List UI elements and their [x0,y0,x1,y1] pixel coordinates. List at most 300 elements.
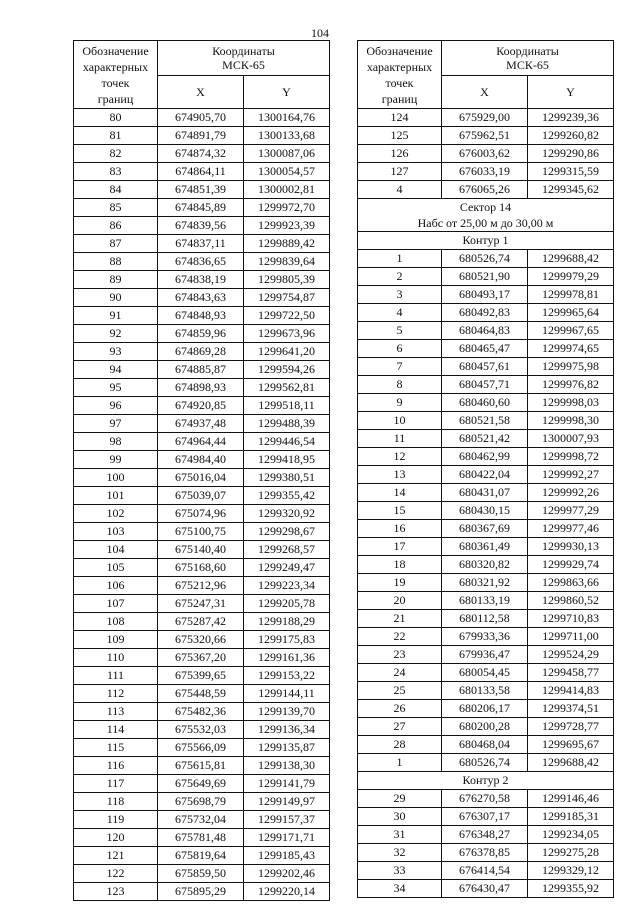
x-coordinate: 675615,81 [158,757,244,775]
x-coordinate: 674848,93 [158,307,244,325]
x-coordinate: 674920,85 [158,397,244,415]
y-coordinate: 1299974,65 [528,340,614,358]
point-number: 124 [358,109,442,127]
y-coordinate: 1299728,77 [528,718,614,736]
y-coordinate: 1299290,86 [528,145,614,163]
table-row [74,451,330,469]
x-coordinate: 674964,44 [158,433,244,451]
x-coordinate: 675482,36 [158,703,244,721]
y-coordinate: 1299249,47 [244,559,330,577]
y-coordinate: 1300087,06 [244,145,330,163]
x-coordinate: 675399,65 [158,667,244,685]
x-coordinate: 680321,92 [442,574,528,592]
header-coordinates-line: МСК-65 [506,58,549,72]
y-coordinate: 1299141,79 [244,775,330,793]
y-coordinate: 1299979,29 [528,268,614,286]
y-coordinate: 1299695,67 [528,736,614,754]
x-coordinate: 676307,17 [442,808,528,826]
y-coordinate: 1299345,62 [528,181,614,199]
x-coordinate: 674864,11 [158,163,244,181]
y-coordinate: 1299594,26 [244,361,330,379]
y-coordinate: 1299975,98 [528,358,614,376]
table-row [74,235,330,253]
y-coordinate: 1299992,26 [528,484,614,502]
point-number: 15 [358,502,442,520]
table-row [74,487,330,505]
x-coordinate: 676065,26 [442,181,528,199]
table-row [358,700,614,718]
y-coordinate: 1299998,03 [528,394,614,412]
coordinates-table-right [357,40,614,898]
y-coordinate: 1299458,77 [528,664,614,682]
y-coordinate: 1299998,30 [528,412,614,430]
table-row [74,109,330,127]
y-coordinate: 1299239,36 [528,109,614,127]
table-row [74,667,330,685]
x-coordinate: 680422,04 [442,466,528,484]
y-coordinate: 1299673,96 [244,325,330,343]
x-coordinate: 680464,83 [442,322,528,340]
y-coordinate: 1299188,29 [244,613,330,631]
table-row [358,268,614,286]
table-row [74,631,330,649]
header-coordinates-line: Координаты [496,44,559,58]
y-coordinate: 1299977,29 [528,502,614,520]
table-row [74,127,330,145]
x-coordinate: 680112,58 [442,610,528,628]
header-coordinates [158,41,330,76]
y-coordinate: 1299175,83 [244,631,330,649]
x-coordinate: 674905,70 [158,109,244,127]
point-number: 8 [358,376,442,394]
header-coordinates [442,41,614,76]
point-number: 97 [74,415,158,433]
y-coordinate: 1299355,92 [528,880,614,898]
x-coordinate: 676033,19 [442,163,528,181]
point-number: 116 [74,757,158,775]
point-number: 91 [74,307,158,325]
point-number: 21 [358,610,442,628]
point-number: 29 [358,790,442,808]
table-row [74,595,330,613]
x-coordinate: 676003,62 [442,145,528,163]
y-coordinate: 1299139,70 [244,703,330,721]
x-coordinate: 676348,27 [442,826,528,844]
table-row [74,793,330,811]
point-number: 33 [358,862,442,880]
point-number: 2 [358,268,442,286]
y-coordinate: 1299185,31 [528,808,614,826]
y-coordinate: 1299153,22 [244,667,330,685]
point-number: 98 [74,433,158,451]
point-number: 23 [358,646,442,664]
x-coordinate: 675698,79 [158,793,244,811]
point-number: 7 [358,358,442,376]
x-coordinate: 675287,42 [158,613,244,631]
x-coordinate: 675320,66 [158,631,244,649]
point-number: 22 [358,628,442,646]
x-coordinate: 674845,89 [158,199,244,217]
table-row [74,523,330,541]
y-coordinate: 1299860,52 [528,592,614,610]
table-row [74,307,330,325]
x-coordinate: 674984,40 [158,451,244,469]
header-designation-line: границ [381,91,418,106]
table-row [358,181,614,199]
header-coordinates-line: МСК-65 [222,58,265,72]
table-row [74,469,330,487]
y-coordinate: 1299710,83 [528,610,614,628]
y-coordinate: 1299930,13 [528,538,614,556]
y-coordinate: 1299157,37 [244,811,330,829]
x-coordinate: 680468,04 [442,736,528,754]
point-number: 114 [74,721,158,739]
y-coordinate: 1299972,70 [244,199,330,217]
table-row [358,718,614,736]
table-row [358,145,614,163]
table-row [74,415,330,433]
x-coordinate: 675039,07 [158,487,244,505]
x-coordinate: 675929,00 [442,109,528,127]
x-coordinate: 675140,40 [158,541,244,559]
sector-row [358,199,614,232]
x-coordinate: 680465,47 [442,340,528,358]
table-row [74,739,330,757]
point-number: 20 [358,592,442,610]
point-number: 115 [74,739,158,757]
point-number: 125 [358,127,442,145]
point-number: 92 [74,325,158,343]
x-coordinate: 674838,19 [158,271,244,289]
y-coordinate: 1299136,34 [244,721,330,739]
x-coordinate: 680320,82 [442,556,528,574]
x-coordinate: 675168,60 [158,559,244,577]
table-row [358,538,614,556]
y-coordinate: 1299268,57 [244,541,330,559]
x-coordinate: 680133,58 [442,682,528,700]
x-coordinate: 680367,69 [442,520,528,538]
table-row [358,358,614,376]
table-row [74,343,330,361]
table-row [74,559,330,577]
table-row [74,163,330,181]
table-row [74,271,330,289]
point-number: 94 [74,361,158,379]
point-number: 119 [74,811,158,829]
point-number: 111 [74,667,158,685]
x-coordinate: 675781,48 [158,829,244,847]
x-coordinate: 675367,20 [158,649,244,667]
point-number: 83 [74,163,158,181]
point-number: 25 [358,682,442,700]
point-number: 26 [358,700,442,718]
header-designation-line: Обозначение [366,43,433,58]
y-coordinate: 1299223,34 [244,577,330,595]
point-number: 1 [358,754,442,772]
x-coordinate: 680200,28 [442,718,528,736]
table-row [358,592,614,610]
point-number: 28 [358,736,442,754]
x-coordinate: 674898,93 [158,379,244,397]
coordinates-table-left [73,40,330,901]
header-coordinates-line: Координаты [212,44,275,58]
point-number: 88 [74,253,158,271]
header-x: X [442,76,528,109]
table-row [358,808,614,826]
y-coordinate: 1299688,42 [528,250,614,268]
table-row [74,145,330,163]
x-coordinate: 675532,03 [158,721,244,739]
y-coordinate: 1299202,46 [244,865,330,883]
y-coordinate: 1299929,74 [528,556,614,574]
y-coordinate: 1299722,50 [244,307,330,325]
x-coordinate: 680521,90 [442,268,528,286]
x-coordinate: 680133,19 [442,592,528,610]
x-coordinate: 674836,65 [158,253,244,271]
x-coordinate: 675448,59 [158,685,244,703]
point-number: 107 [74,595,158,613]
table-row [74,397,330,415]
x-coordinate: 674843,63 [158,289,244,307]
x-coordinate: 674839,56 [158,217,244,235]
table-row [358,484,614,502]
y-coordinate: 1300002,81 [244,181,330,199]
header-designation-line: границ [97,91,134,106]
x-coordinate: 680457,61 [442,358,528,376]
table-row [74,433,330,451]
table-row [74,775,330,793]
table-row [74,379,330,397]
y-coordinate: 1300007,93 [528,430,614,448]
x-coordinate: 679933,36 [442,628,528,646]
x-coordinate: 680457,71 [442,376,528,394]
x-coordinate: 676270,58 [442,790,528,808]
y-coordinate: 1299805,39 [244,271,330,289]
table-row [74,181,330,199]
point-number: 16 [358,520,442,538]
point-number: 19 [358,574,442,592]
point-number: 11 [358,430,442,448]
table-row [358,304,614,322]
point-number: 106 [74,577,158,595]
sector-title: Сектор 14 [459,200,512,214]
table-row [358,127,614,145]
y-coordinate: 1299488,39 [244,415,330,433]
x-coordinate: 680492,83 [442,304,528,322]
table-row [74,703,330,721]
y-coordinate: 1299839,64 [244,253,330,271]
x-coordinate: 680460,60 [442,394,528,412]
table-row [358,322,614,340]
table-row [358,412,614,430]
point-number: 121 [74,847,158,865]
x-coordinate: 680462,99 [442,448,528,466]
point-number: 85 [74,199,158,217]
y-coordinate: 1299135,87 [244,739,330,757]
table-row [358,502,614,520]
x-coordinate: 674891,79 [158,127,244,145]
x-coordinate: 674851,39 [158,181,244,199]
point-number: 103 [74,523,158,541]
table-row [358,754,614,772]
table-row [74,613,330,631]
table-row [358,790,614,808]
left-table-body [74,109,330,901]
y-coordinate: 1299889,42 [244,235,330,253]
y-coordinate: 1299171,71 [244,829,330,847]
table-row [74,253,330,271]
table-row [358,826,614,844]
point-number: 5 [358,322,442,340]
contour-label: Контур 2 [358,772,614,790]
y-coordinate: 1299220,14 [244,883,330,901]
x-coordinate: 680054,45 [442,664,528,682]
right-table-body [358,109,614,898]
header-designation-line: точек [101,75,130,90]
x-coordinate: 675016,04 [158,469,244,487]
y-coordinate: 1299518,11 [244,397,330,415]
y-coordinate: 1299320,92 [244,505,330,523]
point-number: 34 [358,880,442,898]
x-coordinate: 675649,69 [158,775,244,793]
point-number: 110 [74,649,158,667]
y-coordinate: 1299161,36 [244,649,330,667]
y-coordinate: 1299144,11 [244,685,330,703]
x-coordinate: 675074,96 [158,505,244,523]
y-coordinate: 1299298,67 [244,523,330,541]
x-coordinate: 680431,07 [442,484,528,502]
point-number: 4 [358,304,442,322]
y-coordinate: 1299355,42 [244,487,330,505]
table-row [358,286,614,304]
y-coordinate: 1299418,95 [244,451,330,469]
point-number: 10 [358,412,442,430]
point-number: 112 [74,685,158,703]
table-row [74,217,330,235]
table-row [358,880,614,898]
y-coordinate: 1299688,42 [528,754,614,772]
table-row [358,574,614,592]
sector-subtitle: Набс от 25,00 м до 30,00 м [417,216,554,230]
x-coordinate: 680526,74 [442,250,528,268]
x-coordinate: 676414,54 [442,862,528,880]
x-coordinate: 674937,48 [158,415,244,433]
header-designation-line: характерных [82,59,149,74]
x-coordinate: 675859,50 [158,865,244,883]
point-number: 84 [74,181,158,199]
table-row [74,829,330,847]
point-number: 90 [74,289,158,307]
x-coordinate: 674885,87 [158,361,244,379]
point-number: 123 [74,883,158,901]
y-coordinate: 1299205,78 [244,595,330,613]
x-coordinate: 676378,85 [442,844,528,862]
table-row [358,610,614,628]
y-coordinate: 1299138,30 [244,757,330,775]
x-coordinate: 675962,51 [442,127,528,145]
y-coordinate: 1299524,29 [528,646,614,664]
point-number: 99 [74,451,158,469]
table-row [358,394,614,412]
table-row [358,628,614,646]
point-number: 113 [74,703,158,721]
table-row [358,556,614,574]
point-number: 12 [358,448,442,466]
y-coordinate: 1299977,46 [528,520,614,538]
table-row [74,865,330,883]
point-number: 86 [74,217,158,235]
point-number: 18 [358,556,442,574]
table-row [74,289,330,307]
y-coordinate: 1299965,64 [528,304,614,322]
table-row [358,682,614,700]
table-row [358,109,614,127]
point-number: 24 [358,664,442,682]
table-row [358,376,614,394]
point-number: 108 [74,613,158,631]
y-coordinate: 1299978,81 [528,286,614,304]
y-coordinate: 1299414,83 [528,682,614,700]
point-number: 3 [358,286,442,304]
x-coordinate: 679936,47 [442,646,528,664]
header-designation [358,41,442,109]
table-row [74,649,330,667]
point-number: 1 [358,250,442,268]
table-row [74,361,330,379]
point-number: 6 [358,340,442,358]
table-row [358,250,614,268]
x-coordinate: 675247,31 [158,595,244,613]
x-coordinate: 680521,58 [442,412,528,430]
point-number: 122 [74,865,158,883]
table-row [74,721,330,739]
y-coordinate: 1300164,76 [244,109,330,127]
point-number: 4 [358,181,442,199]
point-number: 27 [358,718,442,736]
point-number: 118 [74,793,158,811]
y-coordinate: 1299562,81 [244,379,330,397]
x-coordinate: 680430,15 [442,502,528,520]
y-coordinate: 1299863,66 [528,574,614,592]
y-coordinate: 1299374,51 [528,700,614,718]
y-coordinate: 1299315,59 [528,163,614,181]
x-coordinate: 675566,09 [158,739,244,757]
table-row [74,199,330,217]
table-row [74,325,330,343]
x-coordinate: 674869,28 [158,343,244,361]
y-coordinate: 1299146,46 [528,790,614,808]
table-row [74,541,330,559]
y-coordinate: 1299976,82 [528,376,614,394]
point-number: 96 [74,397,158,415]
y-coordinate: 1300054,57 [244,163,330,181]
table-row [74,883,330,901]
page-number: 104 [311,26,329,40]
contour-label: Контур 1 [358,232,614,250]
point-number: 82 [74,145,158,163]
table-row [358,163,614,181]
point-number: 30 [358,808,442,826]
point-number: 109 [74,631,158,649]
y-coordinate: 1299754,87 [244,289,330,307]
x-coordinate: 675819,64 [158,847,244,865]
y-coordinate: 1300133,68 [244,127,330,145]
x-coordinate: 680206,17 [442,700,528,718]
y-coordinate: 1299641,20 [244,343,330,361]
table-row [358,862,614,880]
y-coordinate: 1299998,72 [528,448,614,466]
y-coordinate: 1299992,27 [528,466,614,484]
